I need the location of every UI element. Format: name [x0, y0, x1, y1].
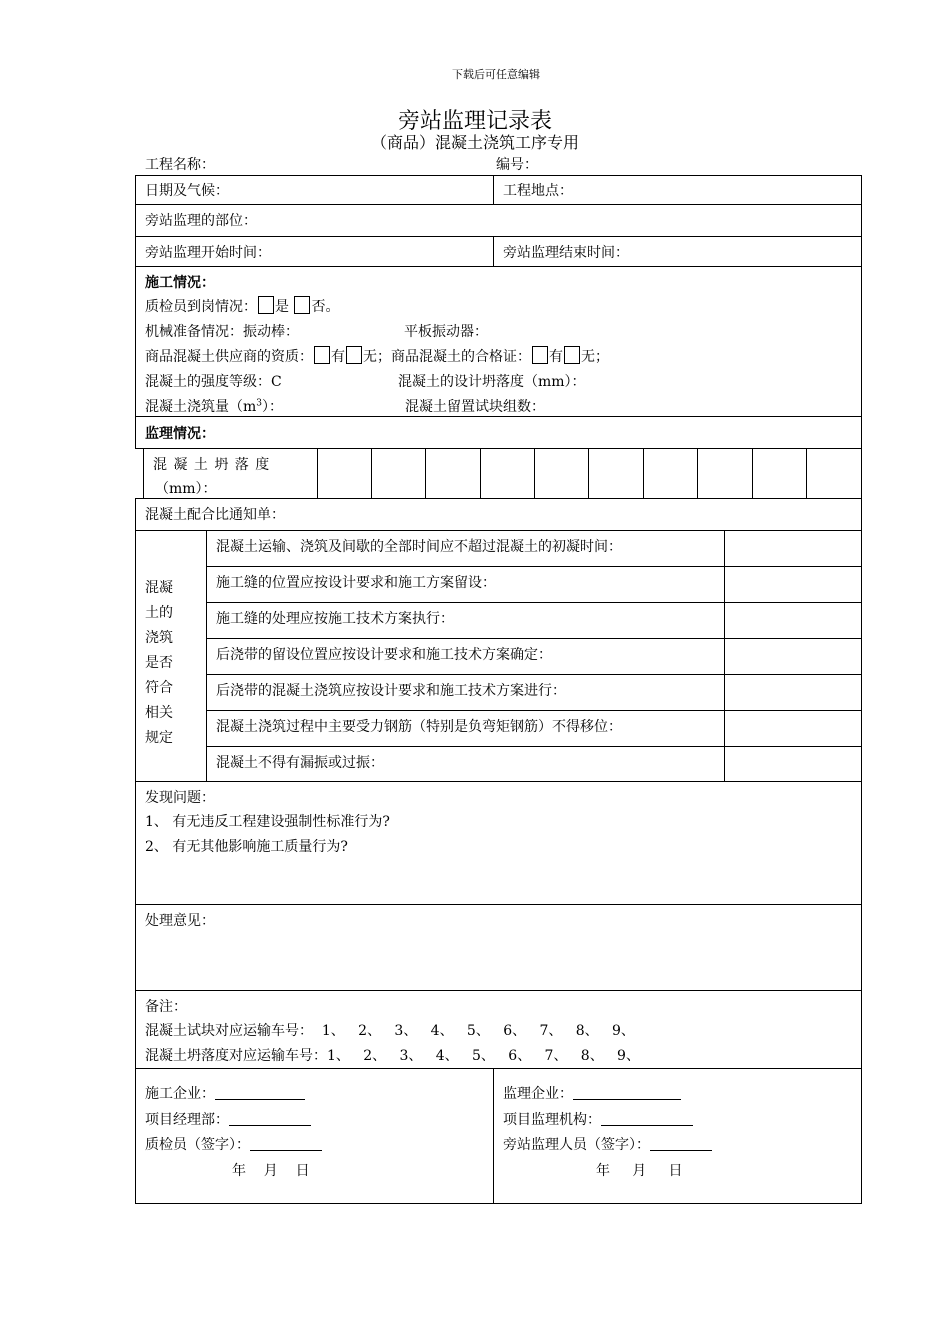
remarks-heading: 备注：: [145, 999, 187, 1015]
mix-notice-label: 混凝土配合比通知单：: [145, 507, 285, 523]
side-label-line: 浇筑: [145, 630, 173, 646]
date-right: 年 月 日: [596, 1163, 683, 1179]
volume-sup: 3: [256, 398, 263, 409]
inspector-sign-label: 质检员（签字）：: [145, 1137, 250, 1153]
no-label: 否。: [311, 299, 340, 315]
supervisor-label: 监理企业：: [503, 1086, 573, 1102]
compliance-item: 混凝土运输、浇筑及间歇的全部时间应不超过混凝土的初凝时间：: [216, 539, 622, 555]
problems-heading: 发现问题：: [145, 790, 215, 806]
side-label-line: 相关: [145, 705, 173, 721]
design-slump-label: 混凝土的设计坍落度（mm）：: [398, 374, 586, 390]
compliance-item: 施工缝的位置应按设计要求和施工方案留设：: [216, 575, 496, 591]
remarks-specimen-trucks: 混凝土试块对应运输车号： 1、 2、 3、 4、 5、 6、 7、 8、 9、: [145, 1023, 635, 1039]
cert-none-checkbox[interactable]: [564, 346, 580, 364]
compliance-side-label: [145, 576, 185, 751]
compliance-item: 后浇带的留设位置应按设计要求和施工技术方案确定：: [216, 647, 552, 663]
supplier-line: [145, 346, 609, 366]
pm-dept-field[interactable]: [229, 1111, 311, 1126]
inspector-sign: [145, 1134, 322, 1154]
compliance-item: 后浇带的混凝土浇筑应按设计要求和施工技术方案进行：: [216, 683, 566, 699]
page-subtitle: （商品）混凝土浇筑工序专用: [370, 133, 579, 152]
strength-label: 混凝土的强度等级：C: [145, 374, 282, 390]
inspector-presence: [145, 296, 339, 316]
compliance-item: 混凝土浇筑过程中主要受力钢筋（特别是负弯矩钢筋）不得移位：: [216, 719, 622, 735]
yes-label: 是: [275, 299, 289, 315]
supervisor-field[interactable]: [573, 1085, 681, 1100]
side-label-line: 混凝: [145, 580, 173, 596]
side-label-line: 规定: [145, 730, 173, 746]
supplier-have-checkbox[interactable]: [314, 346, 330, 364]
certificate-label: 无；商品混凝土的合格证：: [363, 349, 531, 365]
problem-question-2: 2、 有无其他影响施工质量行为?: [145, 839, 348, 855]
side-label-line: 是否: [145, 655, 173, 671]
cert-have-checkbox[interactable]: [532, 346, 548, 364]
sup-person-field[interactable]: [650, 1136, 712, 1151]
volume-end: ）：: [262, 399, 284, 415]
pm-dept-label: 项目经理部：: [145, 1112, 229, 1128]
have-label: 有: [331, 349, 345, 365]
sup-org-field[interactable]: [601, 1111, 693, 1126]
supplier-label: 商品混凝土供应商的资质：: [145, 349, 313, 365]
date-left: 年 月 日: [232, 1163, 310, 1179]
contractor-field[interactable]: [215, 1085, 305, 1100]
page-title: 旁站监理记录表: [397, 109, 552, 134]
part-label: 旁站监理的部位：: [145, 213, 257, 229]
machinery-label: 机械准备情况：振动棒：: [145, 324, 299, 340]
side-label-line: 土的: [145, 605, 173, 621]
date-weather-label: 日期及气候：: [145, 183, 229, 199]
pm-dept-sign: [145, 1109, 311, 1129]
have-label: 有: [549, 349, 563, 365]
opinion-label: 处理意见：: [145, 913, 215, 929]
start-time-label: 旁站监理开始时间：: [145, 245, 271, 261]
side-label-line: 符合: [145, 680, 173, 696]
no-checkbox[interactable]: [294, 296, 310, 314]
serial-label: 编号：: [496, 157, 538, 173]
slump-label-line1: 混 凝 土 坍 落 度: [153, 457, 271, 473]
volume-text: 混凝土浇筑量（m: [145, 399, 257, 415]
construction-heading: 施工情况：: [145, 275, 215, 291]
none-label: 无；: [581, 349, 609, 365]
remarks-slump-trucks: 混凝土坍落度对应运输车号：1、 2、 3、 4、 5、 6、 7、 8、 9、: [145, 1048, 640, 1064]
sup-person-label: 旁站监理人员（签字）：: [503, 1137, 650, 1153]
specimen-label: 混凝土留置试块组数：: [405, 399, 545, 415]
location-label: 工程地点：: [503, 183, 573, 199]
end-time-label: 旁站监理结束时间：: [503, 245, 629, 261]
yes-checkbox[interactable]: [258, 296, 274, 314]
inspector-sign-field[interactable]: [250, 1136, 322, 1151]
supervisor-sign: [503, 1083, 681, 1103]
supplier-none-checkbox[interactable]: [346, 346, 362, 364]
header-note: 下载后可任意编辑: [452, 68, 540, 81]
sup-org-sign: [503, 1109, 693, 1129]
plate-vibrator-label: 平板振动器：: [404, 324, 488, 340]
inspector-label: 质检员到岗情况：: [145, 299, 257, 315]
volume-label: [145, 396, 283, 416]
project-name-label: 工程名称：: [145, 157, 215, 173]
compliance-item: 混凝土不得有漏振或过振：: [216, 755, 384, 771]
sup-org-label: 项目监理机构：: [503, 1112, 601, 1128]
problem-question-1: 1、 有无违反工程建设强制性标准行为?: [145, 814, 390, 830]
supervision-heading: 监理情况：: [145, 426, 215, 442]
contractor-sign: [145, 1083, 305, 1103]
contractor-label: 施工企业：: [145, 1086, 215, 1102]
sup-person-sign: [503, 1134, 712, 1154]
slump-label-line2: （mm）：: [155, 481, 217, 497]
compliance-item: 施工缝的处理应按施工技术方案执行：: [216, 611, 454, 627]
